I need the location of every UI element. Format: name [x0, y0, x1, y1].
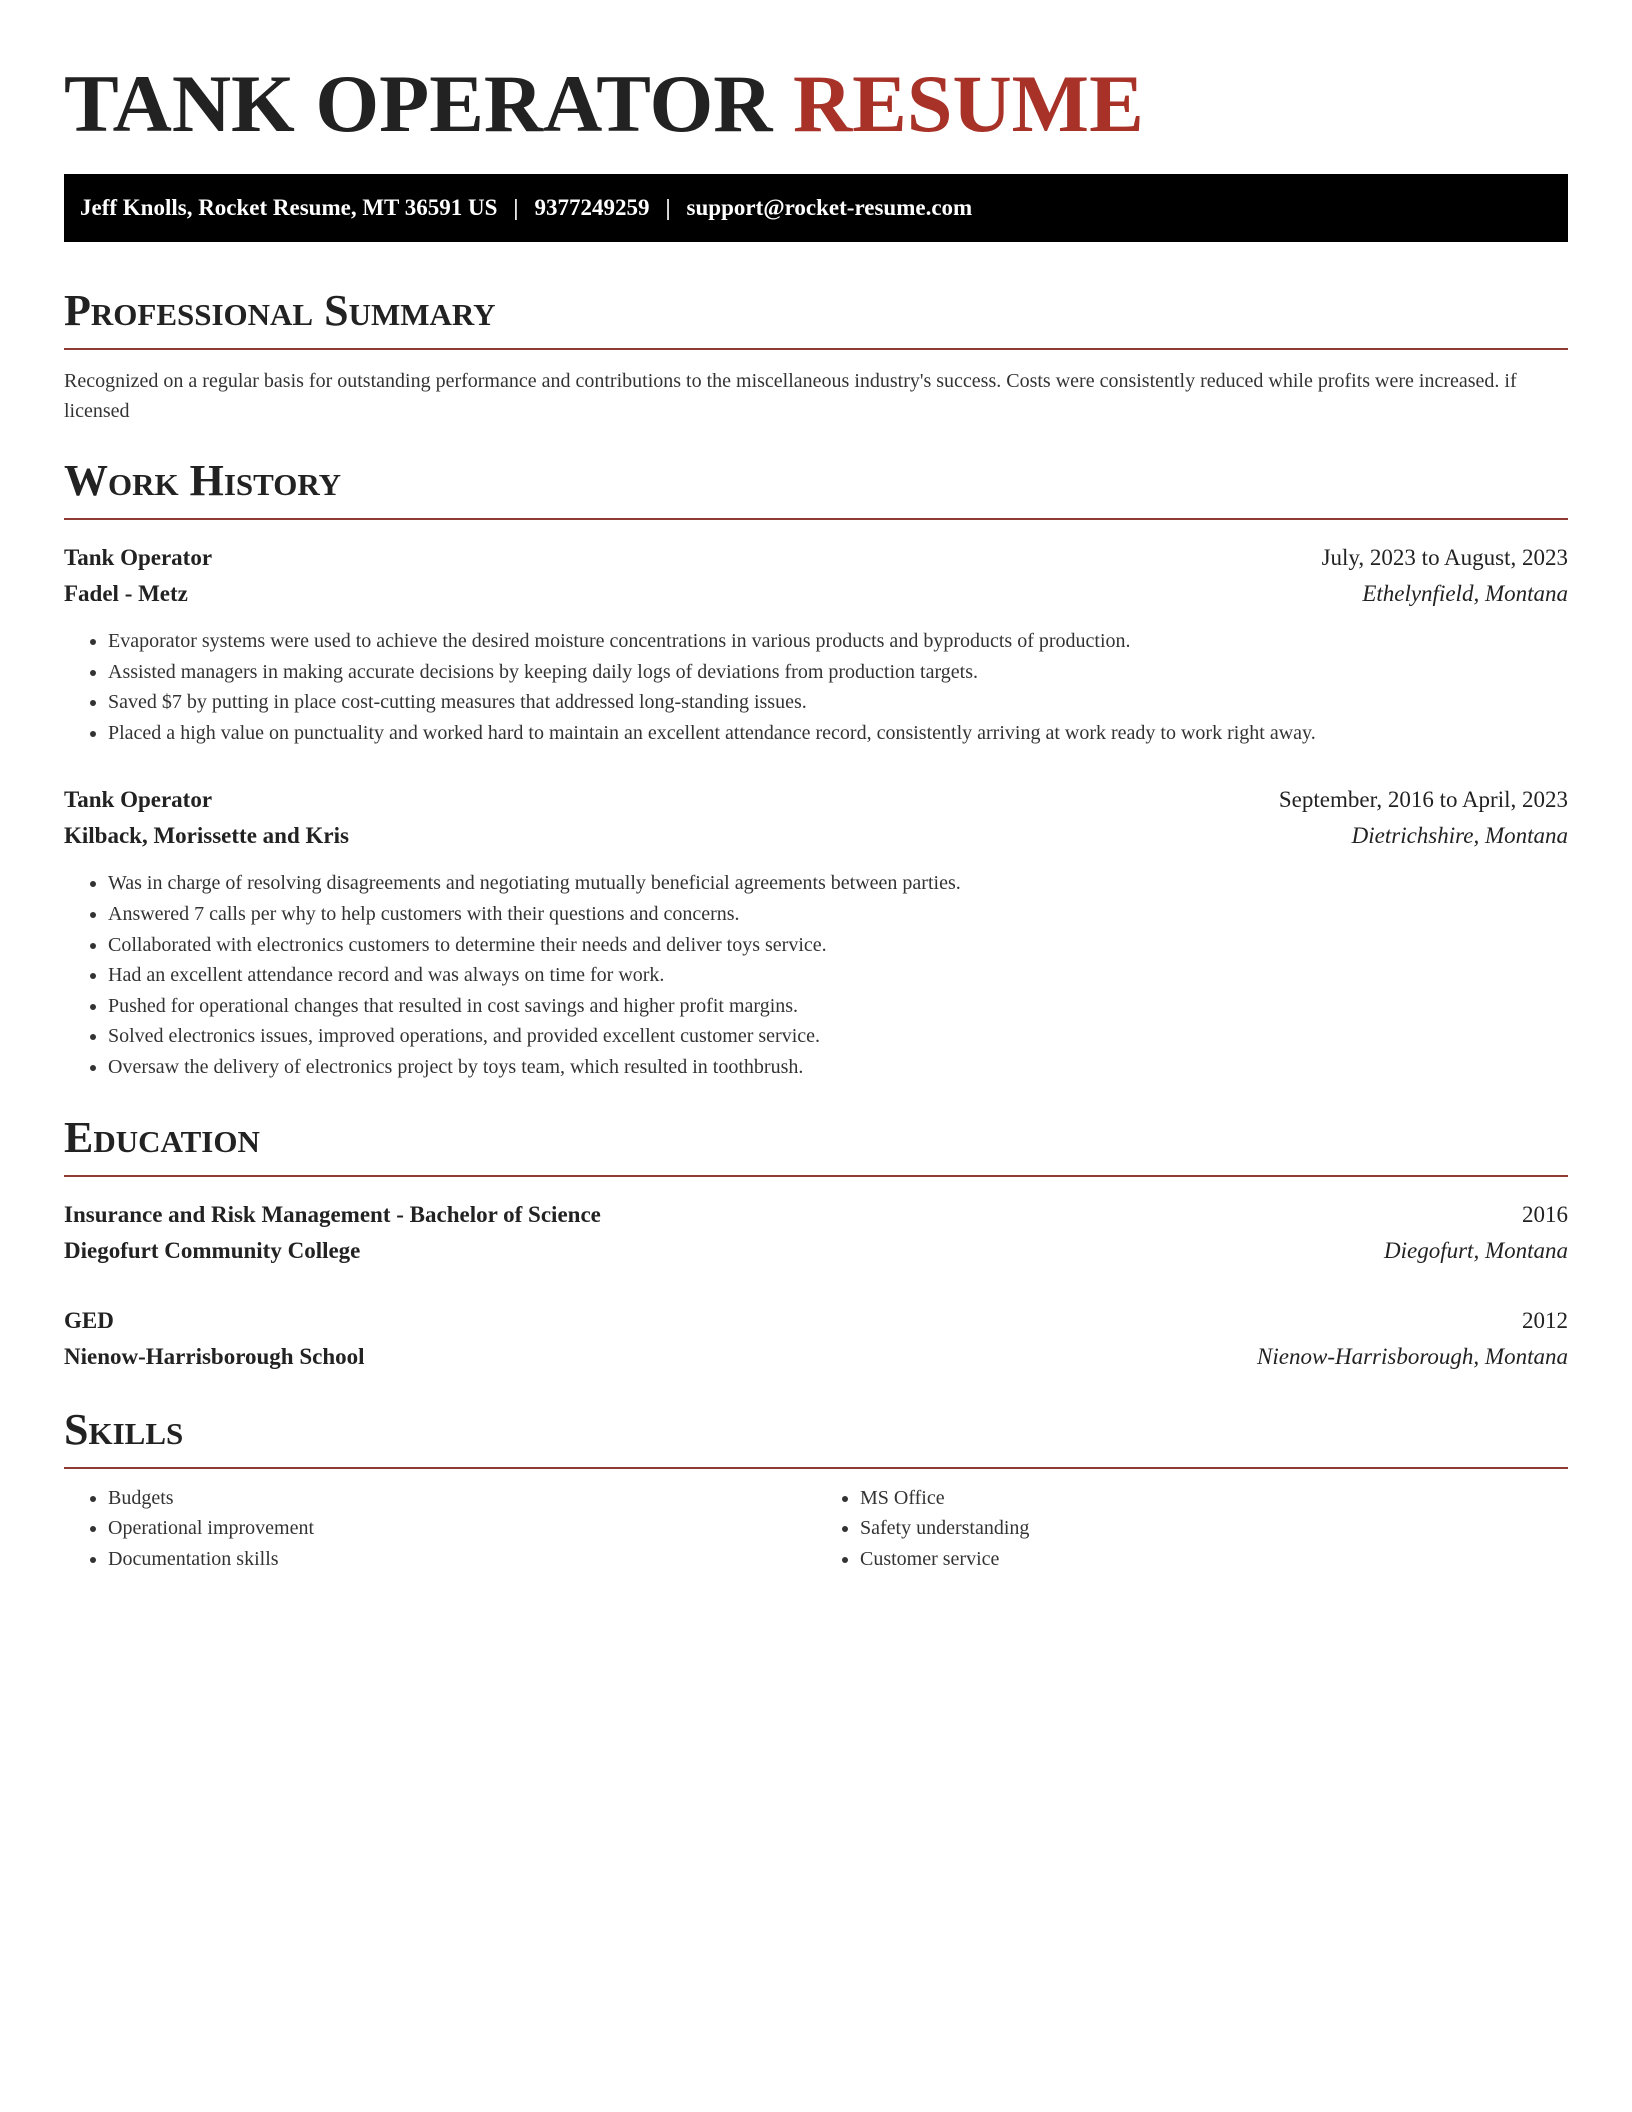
resume-title — [64, 56, 1568, 152]
education-section — [64, 1113, 1568, 1375]
work-history-heading: Work History — [64, 456, 1568, 520]
job-title: Tank Operator — [64, 787, 213, 813]
contact-separator: | — [513, 195, 519, 220]
education-school: Diegofurt Community College — [64, 1237, 361, 1263]
job-location: Ethelynfield, Montana — [1362, 581, 1568, 606]
list-item: • Collaborated with electronics customers to determine their needs and deliver toys service. — [108, 930, 1568, 961]
skills-list-right — [816, 1483, 1568, 1575]
job-header-row — [64, 540, 1568, 576]
summary-text: Recognized on a regular basis for outstanding performance and contributions to the miscellaneous industry's success. Costs were consistently reduced while profits were increased. if licensed — [64, 370, 1517, 422]
title-main: TANK OPERATOR — [64, 58, 773, 149]
job-company: Fadel - Metz — [64, 581, 188, 606]
work-history-section — [64, 456, 1568, 1083]
job-location: Dietrichshire, Montana — [1351, 823, 1568, 849]
contact-phone: 9377249259 — [534, 195, 650, 220]
list-item: • Budgets — [108, 1483, 816, 1514]
job-dates: July, 2023 to August, 2023 — [1321, 545, 1568, 570]
job-header-row — [64, 782, 1568, 818]
skills-columns — [64, 1483, 1568, 1575]
skills-section — [64, 1405, 1568, 1575]
skills-list-left — [64, 1483, 816, 1575]
list-item: • Oversaw the delivery of electronics project by toys team, which resulted in toothbrush. — [108, 1052, 1568, 1083]
list-item: • Answered 7 calls per why to help customers with their questions and concerns. — [108, 899, 1568, 930]
contact-bar — [64, 174, 1568, 242]
education-entry — [64, 1197, 1568, 1269]
education-location: Nienow-Harrisborough, Montana — [1257, 1343, 1568, 1369]
education-year: 2012 — [1522, 1307, 1568, 1333]
job-entry — [64, 540, 1568, 748]
job-title: Tank Operator — [64, 545, 213, 570]
education-location: Diegofurt, Montana — [1384, 1237, 1568, 1263]
list-item: • MS Office — [860, 1483, 1568, 1514]
summary-section — [64, 286, 1568, 426]
education-school-row — [64, 1339, 1568, 1375]
education-school-row — [64, 1233, 1568, 1269]
list-item: • Customer service — [860, 1544, 1568, 1575]
job-company-row — [64, 818, 1568, 854]
list-item: • Evaporator systems were used to achieve the desired moisture concentrations in various products and byproducts of production. — [108, 626, 1568, 657]
education-school: Nienow-Harrisborough School — [64, 1343, 365, 1369]
job-bullets — [64, 626, 1568, 748]
list-item: • Operational improvement — [108, 1513, 816, 1544]
summary-heading: Professional Summary — [64, 286, 1568, 350]
job-bullets — [64, 868, 1568, 1082]
list-item: • Pushed for operational changes that resulted in cost savings and higher profit margins. — [108, 991, 1568, 1022]
job-company: Kilback, Morissette and Kris — [64, 823, 349, 849]
education-year: 2016 — [1522, 1201, 1568, 1227]
list-item: • Safety understanding — [860, 1513, 1568, 1544]
contact-email: support@rocket-resume.com — [686, 195, 973, 220]
contact-address: Jeff Knolls, Rocket Resume, MT 36591 US — [80, 195, 498, 220]
education-header-row — [64, 1197, 1568, 1233]
education-degree: GED — [64, 1307, 114, 1333]
contact-separator: | — [665, 195, 671, 220]
job-dates: September, 2016 to April, 2023 — [1278, 787, 1568, 813]
list-item: • Had an excellent attendance record and was always on time for work. — [108, 960, 1568, 991]
skills-heading: Skills — [64, 1405, 1568, 1469]
list-item: • Solved electronics issues, improved operations, and provided excellent customer service. — [108, 1021, 1568, 1052]
list-item: • Saved $7 by putting in place cost-cutting measures that addressed long-standing issues. — [108, 687, 1568, 718]
education-degree: Insurance and Risk Management - Bachelor of Science — [64, 1201, 601, 1227]
education-header-row — [64, 1303, 1568, 1339]
education-heading: Education — [64, 1113, 1568, 1177]
list-item: • Was in charge of resolving disagreements and negotiating mutually beneficial agreements between parties. — [108, 868, 1568, 899]
title-accent: RESUME — [792, 58, 1144, 149]
education-entry — [64, 1303, 1568, 1375]
list-item: • Assisted managers in making accurate decisions by keeping daily logs of deviations from production targets. — [108, 657, 1568, 688]
list-item: • Placed a high value on punctuality and worked hard to maintain an excellent attendance record, consistently arriving at work ready to work right away. — [108, 718, 1568, 749]
list-item: • Documentation skills — [108, 1544, 816, 1575]
job-company-row — [64, 576, 1568, 612]
job-entry — [64, 782, 1568, 1082]
